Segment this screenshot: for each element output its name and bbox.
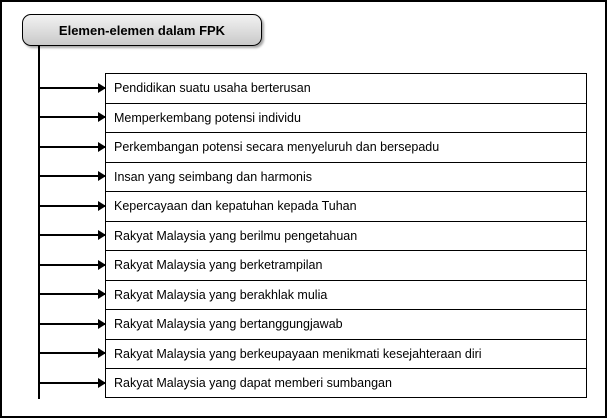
list-item-label: Rakyat Malaysia yang berilmu pengetahuan — [114, 228, 358, 243]
list-item-label: Perkembangan potensi secara menyeluruh dan bersepadu — [114, 140, 440, 155]
list-item-label: Rakyat Malaysia yang berakhlak mulia — [114, 287, 328, 302]
connector-9 — [38, 323, 105, 325]
connector-8 — [38, 293, 105, 295]
list-item — [105, 103, 587, 133]
connector-7 — [38, 264, 105, 266]
list-item — [105, 162, 587, 192]
connector-3 — [38, 146, 105, 148]
list-item — [105, 339, 587, 369]
connector-10 — [38, 352, 105, 354]
list-item-label: Rakyat Malaysia yang berkeupayaan menikmati kesejahteraan diri — [114, 346, 482, 361]
list-item-label: Memperkembang potensi individu — [114, 110, 301, 125]
list-item — [105, 309, 587, 339]
list-item-label: Rakyat Malaysia yang bertanggungjawab — [114, 317, 343, 332]
list-item — [105, 250, 587, 280]
list-item-label: Insan yang seimbang dan harmonis — [114, 169, 313, 184]
connector-5 — [38, 205, 105, 207]
connector-6 — [38, 234, 105, 236]
root-node — [22, 14, 262, 46]
list-item-label: Rakyat Malaysia yang berketrampilan — [114, 258, 323, 273]
connector-1 — [38, 87, 105, 89]
trunk-line — [38, 46, 40, 399]
list-item — [105, 221, 587, 251]
list-item — [105, 368, 587, 398]
list-item — [105, 191, 587, 221]
element-list — [105, 73, 587, 398]
list-item — [105, 132, 587, 162]
connector-11 — [38, 382, 105, 384]
list-item — [105, 73, 587, 103]
connector-2 — [38, 116, 105, 118]
list-item-label: Pendidikan suatu usaha berterusan — [114, 81, 311, 96]
list-item-label: Kepercayaan dan kepatuhan kepada Tuhan — [114, 199, 357, 214]
list-item — [105, 280, 587, 310]
list-item-label: Rakyat Malaysia yang dapat memberi sumbangan — [114, 375, 392, 390]
connector-4 — [38, 175, 105, 177]
root-node-label: Elemen-elemen dalam FPK — [58, 22, 226, 38]
